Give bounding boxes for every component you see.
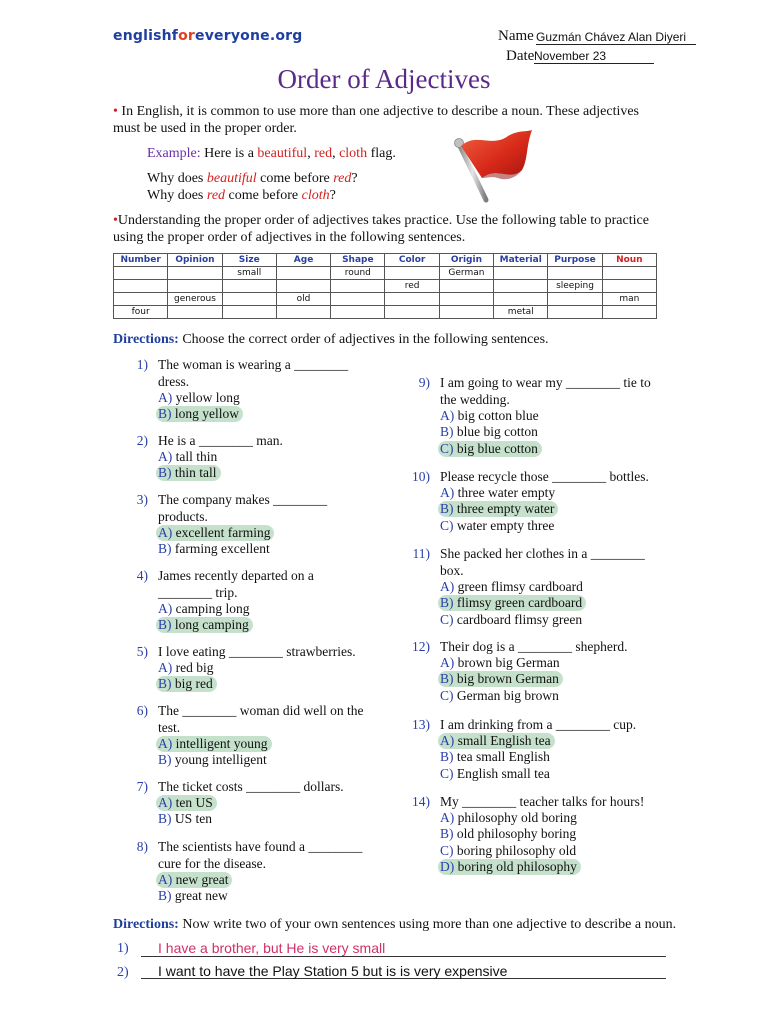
option-letter: C) [440,441,454,456]
option-letter: D) [440,859,455,874]
table-cell[interactable] [331,280,385,293]
table-header: Purpose [548,254,602,267]
option-text: German big brown [456,688,559,703]
option-b-selected[interactable] [156,465,221,481]
question-text: I love eating ________ strawberries. [158,644,356,659]
question-number: 14) [412,794,430,809]
example-word-red: red [314,146,333,161]
table-cell[interactable] [602,306,656,319]
option-letter: B) [158,888,172,903]
option-text: US ten [174,811,212,826]
table-cell[interactable]: four [114,306,168,319]
table-cell[interactable]: man [602,293,656,306]
option-letter: B) [158,465,172,480]
name-field[interactable]: Guzmán Chávez Alan Diyeri [536,30,696,45]
table-cell[interactable]: old [276,293,330,306]
question-number: 5) [136,644,148,659]
why-word: red [333,171,352,186]
option-text: boring old philosophy [457,859,577,874]
directions-text: Now write two of your own sentences using more than one adjective to describe a noun. [178,917,677,932]
answer-underline [141,956,666,957]
option-b[interactable] [438,424,542,440]
table-cell[interactable]: generous [168,293,222,306]
why-text: ? [351,171,358,186]
intro-paragraph [113,103,653,137]
option-text: long yellow [174,406,239,421]
option-text: big brown German [456,671,559,686]
option-c[interactable] [438,766,554,782]
table-cell[interactable] [494,280,548,293]
why-text: come before [225,188,302,203]
option-text: boring philosophy old [456,843,577,858]
table-cell[interactable]: German [439,267,493,280]
option-b[interactable] [156,541,274,557]
table-header: Shape [331,254,385,267]
option-c[interactable] [438,843,580,859]
option-c[interactable] [438,518,558,534]
site-suffix: everyone.org [195,28,303,44]
directions-text: Choose the correct order of adjectives in the following sentences. [178,332,549,347]
option-letter: B) [158,752,172,767]
question-text: I am drinking from a ________ cup. [440,717,637,732]
why-line-1 [147,171,358,187]
option-a-selected[interactable] [156,736,272,752]
option-letter: A) [440,733,455,748]
table-header-row [114,254,657,267]
option-b[interactable] [156,811,216,827]
option-b[interactable] [156,752,271,768]
table-cell[interactable] [168,267,222,280]
question-text: James recently departed on a ________ trip. [158,568,314,600]
option-letter: A) [158,736,173,751]
table-cell[interactable]: small [222,267,276,280]
option-letter: B) [158,406,172,421]
table-cell[interactable] [548,267,602,280]
question-number: 9) [418,375,430,390]
site-or: or [178,28,196,44]
option-letter: C) [440,612,454,627]
option-text: tall thin [175,449,218,464]
option-letter: C) [440,518,454,533]
answer-number: 1) [117,941,129,956]
option-text: philosophy old boring [457,810,577,825]
example-label: Example: [147,146,201,161]
question-number: 12) [412,639,430,654]
question-number: 1) [136,357,148,372]
table-header: Number [114,254,168,267]
table-cell[interactable] [602,267,656,280]
table-row [114,267,657,280]
bullet: • [113,104,118,119]
option-text: camping long [175,601,250,616]
site-prefix: englishf [113,28,179,44]
example-text: Here is a [200,146,258,161]
why-line-2 [147,188,336,204]
option-letter: B) [440,424,454,439]
table-cell[interactable]: round [331,267,385,280]
question-number: 7) [136,779,148,794]
option-text: young intelligent [174,752,267,767]
directions-choose [113,332,549,348]
question-number: 4) [136,568,148,583]
table-cell[interactable] [222,280,276,293]
option-letter: A) [158,795,173,810]
option-a[interactable] [438,810,581,826]
table-cell[interactable] [602,280,656,293]
directions-label: Directions: [113,332,179,347]
table-header: Origin [439,254,493,267]
table-cell[interactable] [168,306,222,319]
table-cell[interactable] [439,280,493,293]
option-text: excellent farming [175,525,271,540]
why-text: come before [256,171,334,186]
option-letter: A) [440,485,455,500]
option-b-selected[interactable] [156,617,253,633]
option-letter: B) [440,749,454,764]
option-text: ten US [175,795,213,810]
option-text: intelligent young [175,736,268,751]
practice-text: Understanding the proper order of adjectives takes practice. Use the following table to practice using the proper order of adjectives in the following sentences. [113,213,649,245]
table-cell[interactable]: red [385,280,439,293]
table-header: Noun [602,254,656,267]
option-letter: B) [158,811,172,826]
option-a-selected[interactable] [438,733,555,749]
option-a[interactable] [438,408,543,424]
table-cell[interactable] [276,280,330,293]
option-letter: A) [440,408,455,423]
question-number: 13) [412,717,430,732]
option-letter: B) [158,541,172,556]
directions-write [113,917,676,933]
option-text: yellow long [175,390,240,405]
table-header: Age [276,254,330,267]
option-a[interactable] [156,660,218,676]
option-letter: C) [440,766,454,781]
site-logo [113,28,303,44]
question-text: The woman is wearing a ________ dress. [158,357,349,389]
table-cell[interactable] [168,280,222,293]
option-a[interactable] [156,449,221,465]
table-cell[interactable] [385,267,439,280]
option-text: red big [175,660,214,675]
example-comma: , [332,146,340,161]
red-flag-icon [452,126,536,206]
option-text: big blue cotton [456,441,538,456]
why-word: red [206,188,226,203]
example-comma: , [307,146,315,161]
table-cell[interactable] [222,306,276,319]
option-b[interactable] [438,826,580,842]
option-text: blue big cotton [456,424,538,439]
option-text: cardboard flimsy green [456,612,583,627]
option-c[interactable] [438,612,586,628]
option-text: new great [175,872,229,887]
option-text: big cotton blue [457,408,539,423]
bullet: • [113,213,118,228]
question-text: I am going to wear my ________ tie to the wedding. [440,375,651,407]
why-word: beautiful [206,171,257,186]
option-letter: B) [440,595,454,610]
option-text: flimsy green cardboard [456,595,583,610]
question-text: The scientists have found a ________ cure for the disease. [158,839,363,871]
example-word-beautiful: beautiful [257,146,308,161]
table-cell[interactable] [331,293,385,306]
option-a[interactable] [438,485,559,501]
example-text: flag. [367,146,396,161]
option-c-selected[interactable] [438,441,542,457]
table-cell[interactable]: sleeping [548,280,602,293]
option-a-selected[interactable] [156,872,232,888]
intro-text: In English, it is common to use more than one adjective to describe a noun. These adjectives must be used in the proper order. [113,104,640,136]
option-text: thin tall [174,465,217,480]
table-row [114,306,657,319]
table-header: Material [494,254,548,267]
date-label: Date [506,48,535,64]
option-letter: B) [440,671,454,686]
table-header: Size [222,254,276,267]
question-number: 3) [136,492,148,507]
example-word-cloth: cloth [339,146,368,161]
table-cell[interactable] [114,293,168,306]
option-text: three water empty [457,485,556,500]
question-number: 11) [412,546,430,561]
question-number: 10) [412,469,430,484]
table-header: Color [385,254,439,267]
why-text: Why does [147,188,207,203]
option-b-selected[interactable] [438,671,563,687]
table-cell[interactable]: metal [494,306,548,319]
table-cell[interactable] [548,293,602,306]
option-text: farming excellent [174,541,270,556]
table-header: Opinion [168,254,222,267]
table-cell[interactable] [385,306,439,319]
directions-label: Directions: [113,917,179,932]
question-text: Their dog is a ________ shepherd. [440,639,628,654]
question-text: She packed her clothes in a ________ box. [440,546,645,578]
option-b-selected[interactable] [156,406,243,422]
option-letter: B) [440,826,454,841]
option-text: big red [174,676,213,691]
option-text: tea small English [456,749,550,764]
option-text: three empty water [456,501,555,516]
question-number: 2) [136,433,148,448]
option-a-selected[interactable] [156,525,274,541]
option-letter: A) [440,579,455,594]
why-word: cloth [301,188,330,203]
option-b[interactable] [156,888,232,904]
question-text: He is a ________ man. [158,433,283,448]
example-line [147,146,396,162]
option-b-selected[interactable] [156,676,217,692]
question-text: My ________ teacher talks for hours! [440,794,645,809]
option-text: English small tea [456,766,550,781]
question-text: The ticket costs ________ dollars. [158,779,344,794]
option-letter: A) [440,810,455,825]
option-letter: A) [158,601,173,616]
table-cell[interactable] [276,267,330,280]
answer-2-input[interactable]: I want to have the Play Station 5 but is is very expensive [158,963,508,979]
option-b-selected[interactable] [438,595,586,611]
question-text: The ________ woman did well on the test. [158,703,364,735]
why-text: Why does [147,171,207,186]
table-row [114,280,657,293]
table-cell[interactable] [494,267,548,280]
table-cell[interactable] [548,306,602,319]
option-text: long camping [174,617,249,632]
table-cell[interactable] [385,293,439,306]
option-letter: A) [158,872,173,887]
option-text: brown big German [457,655,560,670]
option-a[interactable] [438,579,587,595]
name-label: Name [498,28,534,44]
practice-paragraph [113,212,653,246]
date-field[interactable]: November 23 [534,49,654,64]
option-text: green flimsy cardboard [457,579,583,594]
adjective-order-table [113,253,657,319]
option-text: old philosophy boring [456,826,577,841]
why-text: ? [329,188,336,203]
option-text: water empty three [456,518,555,533]
question-text: Please recycle those ________ bottles. [440,469,649,484]
option-b[interactable] [438,749,554,765]
answer-number: 2) [117,965,129,980]
table-cell[interactable] [276,306,330,319]
table-cell[interactable] [222,293,276,306]
option-a[interactable] [156,601,254,617]
table-cell[interactable] [331,306,385,319]
option-text: small English tea [457,733,551,748]
option-letter: C) [440,688,454,703]
option-letter: B) [158,617,172,632]
option-b-selected[interactable] [438,501,558,517]
option-d-selected[interactable] [438,859,581,875]
option-letter: A) [158,390,173,405]
table-cell[interactable] [439,293,493,306]
table-row [114,293,657,306]
option-letter: A) [158,449,173,464]
question-number: 6) [136,703,148,718]
option-a[interactable] [438,655,564,671]
option-letter: A) [440,655,455,670]
question-text: The company makes ________ products. [158,492,328,524]
table-cell[interactable] [439,306,493,319]
option-letter: B) [158,676,172,691]
question-number: 8) [136,839,148,854]
option-letter: A) [158,660,173,675]
table-cell[interactable] [494,293,548,306]
table-cell[interactable] [114,267,168,280]
option-letter: B) [440,501,454,516]
option-c[interactable] [438,688,563,704]
option-a[interactable] [156,390,244,406]
page-title: Order of Adjectives [277,64,491,94]
option-a-selected[interactable] [156,795,217,811]
option-letter: A) [158,525,173,540]
answer-1-input[interactable]: I have a brother, but He is very small [158,940,386,956]
table-cell[interactable] [114,280,168,293]
option-letter: C) [440,843,454,858]
option-text: great new [174,888,228,903]
